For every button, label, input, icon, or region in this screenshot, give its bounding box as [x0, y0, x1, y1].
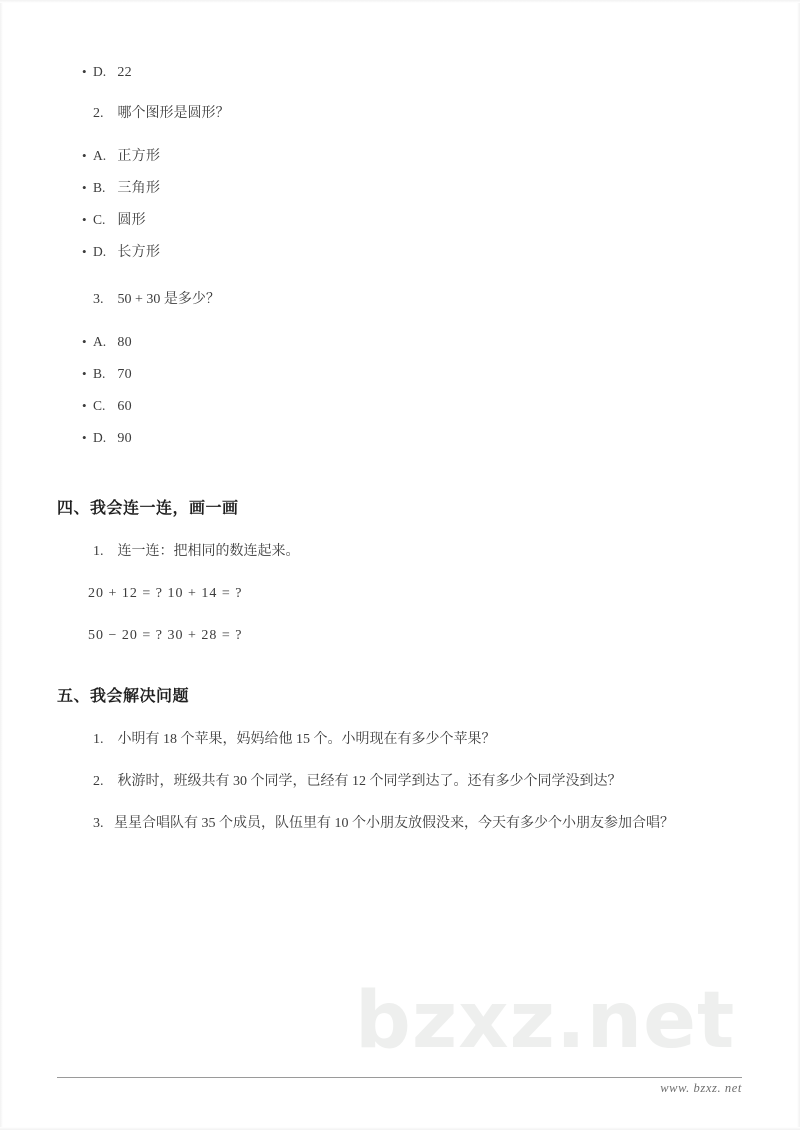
gap-between-equations	[0, 610, 800, 620]
gap-q2	[0, 130, 800, 140]
section4-item-1	[0, 536, 800, 568]
question-stem	[0, 98, 800, 130]
word-problem	[0, 808, 800, 840]
gap-q3	[0, 316, 800, 326]
choice-option[interactable]	[0, 172, 800, 204]
item-text: 连一连：把相同的数连起来。	[117, 544, 300, 559]
choice-text: 正方形	[117, 149, 161, 164]
problem-number: 2.	[93, 774, 104, 789]
section-heading-five: 五、我会解决问题	[57, 688, 190, 705]
word-problem	[0, 724, 800, 756]
bullet-icon: •	[82, 430, 87, 445]
bullet-icon: •	[82, 398, 87, 413]
bullet-icon: •	[82, 212, 87, 227]
choice-letter: A.	[93, 334, 107, 349]
choice-letter: B.	[93, 366, 106, 381]
bullet-icon: •	[82, 334, 87, 349]
choice-letter: D.	[93, 244, 107, 259]
choice-option[interactable]	[0, 326, 800, 358]
choice-option[interactable]	[0, 140, 800, 172]
watermark: bzxz.net	[355, 976, 736, 1066]
problem-text: 秋游时，班级共有 30 个同学，已经有 12 个同学到达了。还有多少个同学没到达？	[117, 774, 622, 789]
choice-option[interactable]	[0, 204, 800, 236]
bullet-icon: •	[82, 366, 87, 381]
choice-option[interactable]	[0, 56, 800, 88]
gap-before-q3	[0, 268, 800, 284]
choice-letter: D.	[93, 430, 107, 445]
question-number: 3.	[93, 292, 104, 307]
equation-line-2: 50 − 20 = ? 30 + 28 = ?	[88, 628, 243, 643]
choice-letter: A.	[93, 148, 107, 163]
choice-text: 22	[117, 65, 132, 80]
bullet-icon: •	[82, 148, 87, 163]
question-number: 2.	[93, 106, 104, 121]
gap-after-heading4	[0, 526, 800, 536]
footer-url: www. bzxz. net	[660, 1081, 742, 1095]
choice-option[interactable]	[0, 236, 800, 268]
question-stem	[0, 284, 800, 316]
section-heading-four: 四、我会连一连，画一画	[57, 500, 239, 517]
choice-text: 60	[117, 399, 132, 414]
problem-number: 3.	[93, 816, 104, 831]
choice-text: 圆形	[117, 213, 146, 228]
choice-text: 三角形	[117, 181, 161, 196]
choice-letter: B.	[93, 180, 106, 195]
footer-divider	[57, 1077, 742, 1078]
item-number: 1.	[93, 544, 104, 559]
choice-option[interactable]	[0, 390, 800, 422]
gap-before-section4	[0, 454, 800, 492]
choice-text: 80	[117, 335, 132, 350]
bullet-icon: •	[82, 244, 87, 259]
gap-after-heading5	[0, 714, 800, 724]
problem-text: 小明有 18 个苹果，妈妈给他 15 个。小明现在有多少个苹果？	[117, 732, 496, 747]
choice-text: 70	[117, 367, 132, 382]
choice-text: 90	[117, 431, 132, 446]
choice-text: 长方形	[117, 245, 161, 260]
word-problem	[0, 766, 800, 798]
gap-problem-2-3	[0, 798, 800, 808]
choice-letter: C.	[93, 398, 106, 413]
gap-before-section5	[0, 652, 800, 680]
gap-problem-1-2	[0, 756, 800, 766]
problem-text: 星星合唱队有 35 个成员，队伍里有 10 个小朋友放假没来，今天有多少个小朋友参加合唱？	[114, 816, 674, 831]
gap-after-choice	[0, 88, 800, 98]
gap-before-equations	[0, 568, 800, 578]
choice-option[interactable]	[0, 422, 800, 454]
choice-letter: C.	[93, 212, 106, 227]
choice-option[interactable]	[0, 358, 800, 390]
bullet-icon: •	[82, 64, 87, 79]
question-text: 哪个图形是圆形？	[117, 106, 230, 121]
bullet-icon: •	[82, 180, 87, 195]
question-text: 50 + 30 是多少？	[117, 292, 220, 307]
top-spacer	[0, 0, 800, 24]
problem-number: 1.	[93, 732, 104, 747]
choice-letter: D.	[93, 64, 107, 79]
top-spacer-2	[0, 24, 800, 56]
equation-line-1: 20 + 12 = ? 10 + 14 = ?	[88, 586, 243, 601]
